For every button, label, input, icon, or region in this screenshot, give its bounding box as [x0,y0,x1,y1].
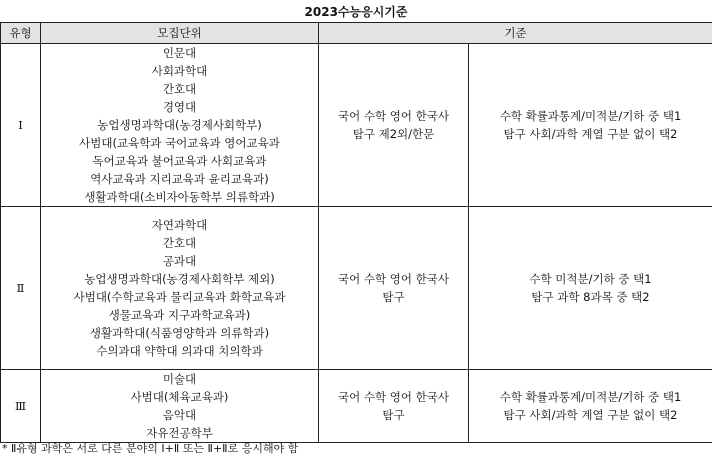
units-cell [41,370,319,443]
table-row [1,207,712,370]
units-cell [41,207,319,370]
unit-line: 경영대 [162,100,197,114]
unit-line: 수의과대 약학대 의과대 치의학과 [96,344,263,358]
unit-line: 사회과학대 [151,64,208,78]
criteria-options-cell [469,44,712,207]
unit-line: 미술대 [162,372,197,386]
criteria-subjects-cell [319,370,469,443]
unit-line: 자연과학대 [151,218,208,232]
unit-line: 생활과학대(식품영양학과 의류학과) [89,326,270,340]
criteria-line: 수학 확률과통계/미적분/기하 중 택1 [499,390,682,404]
unit-line: 인문대 [162,46,197,60]
unit-line: 독어교육과 불어교육과 사회교육과 [92,154,267,168]
criteria-subjects-cell [319,207,469,370]
criteria-line: 탐구 과학 8과목 중 택2 [531,290,650,304]
footnote: * Ⅱ유형 과학은 서로 다른 분야의 Ⅰ+Ⅱ 또는 Ⅱ+Ⅱ로 응시해야 함 [2,442,299,455]
unit-line: 자유전공학부 [146,426,213,440]
criteria-line: 국어 수학 영어 한국사 [338,109,449,123]
table-row [1,370,712,443]
unit-line: 사범대(수학교육과 물리교육과 화학교육과 [73,290,286,304]
unit-line: 생물교육과 지구과학교육과) [108,308,251,322]
header-unit: 모집단위 [41,23,319,44]
table-row [1,44,712,207]
criteria-line: 탐구 [382,408,405,422]
header-row [1,23,712,44]
unit-line: 생활과학대(소비자아동학부 의류학과) [84,190,275,204]
header-type: 유형 [1,23,41,44]
type-cell: Ⅱ [1,207,41,370]
criteria-line: 수학 확률과통계/미적분/기하 중 택1 [499,109,682,123]
unit-line: 농업생명과학대(농경제사회학부) [97,118,262,132]
criteria-line: 탐구 사회/과학 계열 구분 없이 택2 [503,408,678,422]
criteria-line: 탐구 [382,290,405,304]
criteria-line: 국어 수학 영어 한국사 [338,390,449,404]
type-cell: Ⅲ [1,370,41,443]
unit-line: 간호대 [162,236,197,250]
type-cell: Ⅰ [1,44,41,207]
criteria-line: 탐구 사회/과학 계열 구분 없이 택2 [503,127,678,141]
unit-line: 사범대(체육교육과) [130,390,229,404]
header-criteria: 기준 [319,23,712,44]
criteria-line: 국어 수학 영어 한국사 [338,272,449,286]
unit-line: 간호대 [162,82,197,96]
unit-line: 역사교육과 지리교육과 윤리교육과) [90,172,269,186]
criteria-table [0,22,712,443]
criteria-options-cell [469,207,712,370]
page-title: 2023수능응시기준 [304,5,408,19]
criteria-subjects-cell [319,44,469,207]
unit-line: 공과대 [162,254,197,268]
unit-line: 농업생명과학대(농경제사회학부 제외) [84,272,275,286]
unit-line: 사범대(교육학과 국어교육과 영어교육과 [79,136,280,150]
criteria-options-cell [469,370,712,443]
unit-line: 음악대 [162,408,197,422]
criteria-line: 수학 미적분/기하 중 택1 [529,272,652,286]
units-cell [41,44,319,207]
criteria-line: 탐구 제2외/한문 [352,127,435,141]
